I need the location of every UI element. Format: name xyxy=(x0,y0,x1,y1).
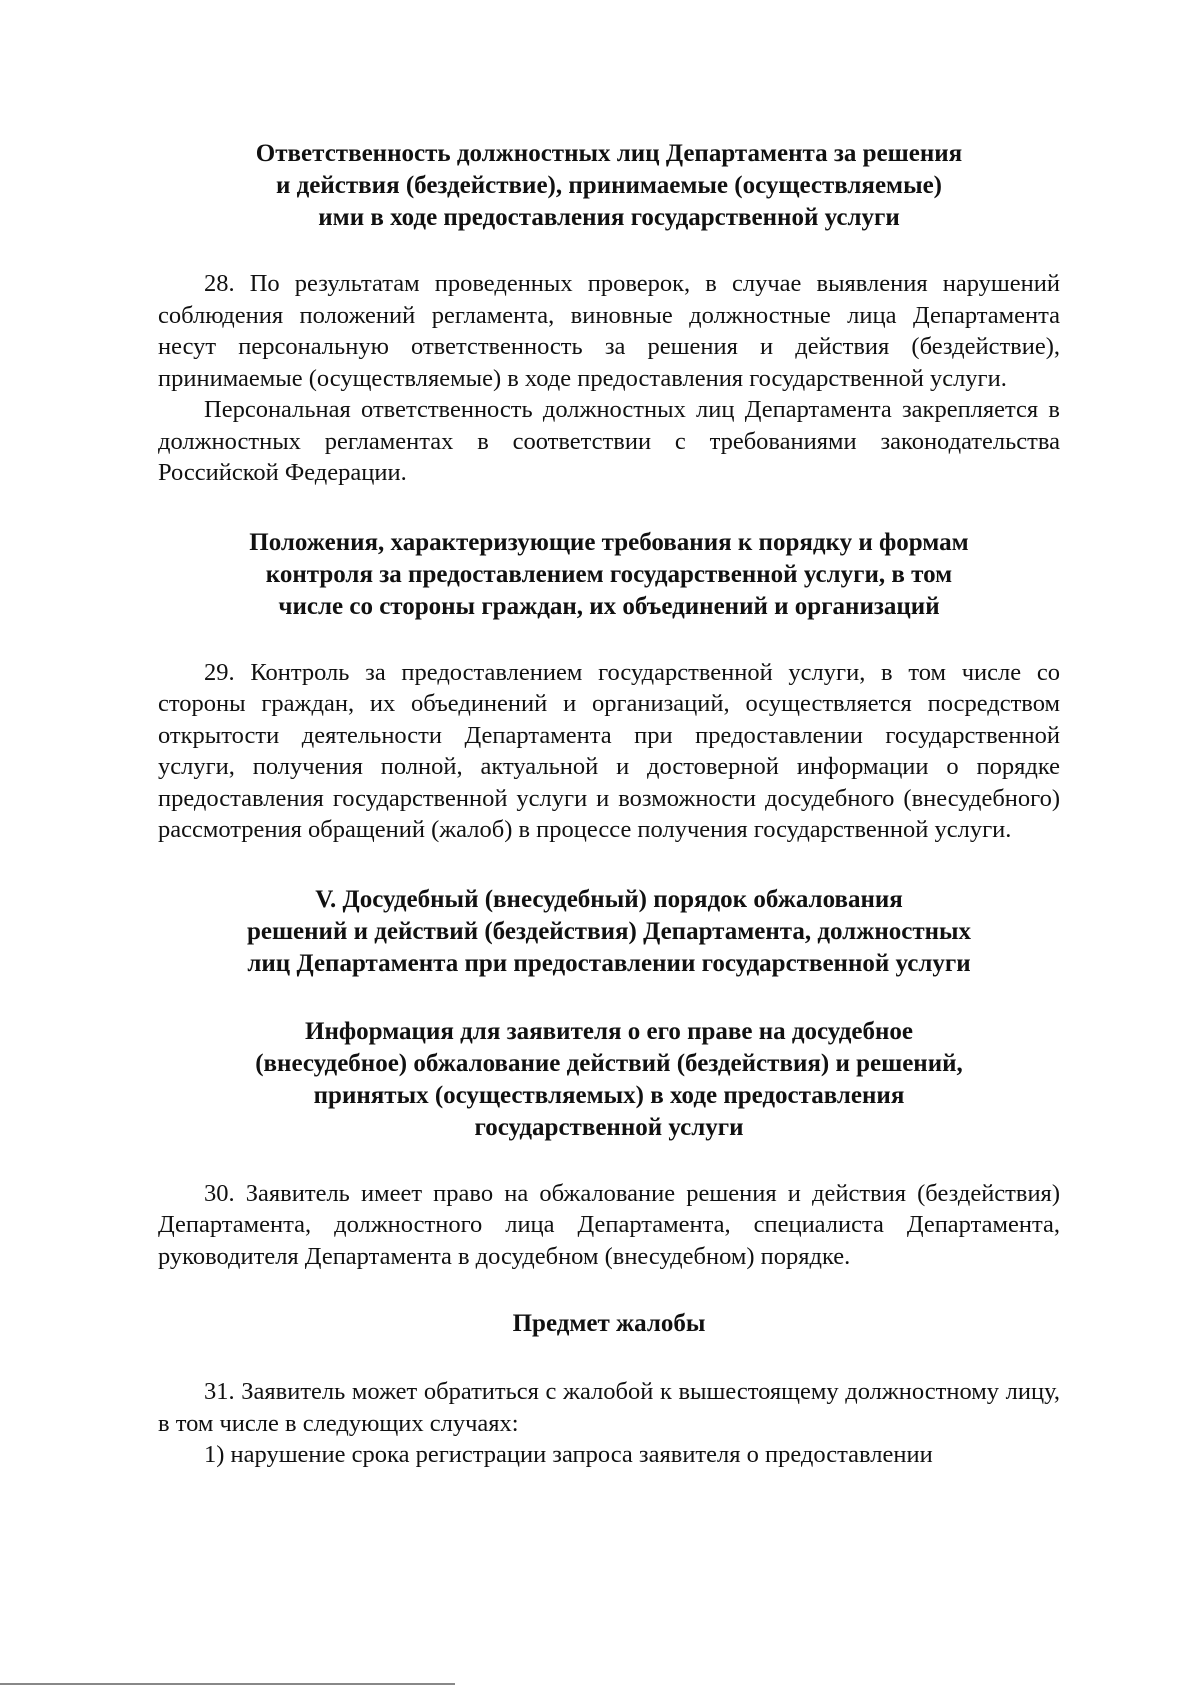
heading-applicant-information xyxy=(158,1016,1060,1144)
document-page xyxy=(158,138,1060,1471)
paragraph-29: 29. Контроль за предоставлением государственной услуги, в том числе со стороны граждан, их объединений и организаций, осуществляется посредством открытости деятельности Департамента при предоставлении государственной услуги, получения полной, актуальной и достоверной информации о порядке предоставления государственной услуги и возможности досудебного (внесудебного) рассмотрения обращений (жалоб) в процессе получения государственной услуги. xyxy=(158,658,1060,843)
heading-line: ими в ходе предоставления государственной услуги xyxy=(318,204,900,231)
heading-line: (внесудебное) обжалование действий (бездействия) и решений, xyxy=(255,1049,963,1077)
paragraph-30: 30. Заявитель имеет право на обжалование решения и действия (бездействия) Департамента, должностного лица Департамента, специалиста Департамента, руководителя Департамента в досудебном (внесудебном) порядке. xyxy=(158,1179,1060,1270)
heading-line: Предмет жалобы xyxy=(512,1310,706,1337)
heading-line: решений и действий (бездействия) Департамента, должностных xyxy=(246,917,972,945)
paragraph-28: 28. По результатам проведенных проверок, в случае выявления нарушений соблюдения положений регламента, виновные должностные лица Департамента несут персональную ответственность за решения и действия (бездействие), принимаемые (осуществляемые) в ходе предоставления государственной услуги. xyxy=(158,270,1060,392)
paragraph-28-personal-responsibility: Персональная ответственность должностных лиц Департамента закрепляется в должностных регламентах в соответствии с требованиями законодательства Российской Федерации. xyxy=(158,396,1060,486)
heading-line: контроля за предоставлением государственной услуги, в том xyxy=(265,560,953,588)
heading-line: V. Досудебный (внесудебный) порядок обжалования xyxy=(315,885,903,913)
heading-line: числе со стороны граждан, их объединений и организаций xyxy=(278,592,940,620)
heading-section-v xyxy=(158,884,1060,980)
paragraph-31: 31. Заявитель может обратиться с жалобой к вышестоящему должностному лицу, в том числе в следующих случаях: xyxy=(158,1378,1060,1437)
paragraph-31-item-1: 1) нарушение срока регистрации запроса заявителя о предоставлении xyxy=(204,1441,933,1468)
heading-control-requirements xyxy=(158,527,1060,623)
heading-line: Положения, характеризующие требования к порядку и формам xyxy=(249,528,969,556)
heading-line: государственной услуги xyxy=(474,1113,744,1141)
heading-line: принятых (осуществляемых) в ходе предоставления xyxy=(313,1081,905,1109)
scan-edge-line xyxy=(0,1683,455,1685)
heading-line: лиц Департамента при предоставлении государственной услуги xyxy=(247,949,971,977)
heading-line: Информация для заявителя о его праве на досудебное xyxy=(305,1017,913,1045)
heading-complaint-subject xyxy=(158,1308,1060,1340)
heading-line: и действия (бездействие), принимаемые (осуществляемые) xyxy=(275,172,943,199)
heading-responsibility xyxy=(158,138,1060,234)
heading-line: Ответственность должностных лиц Департамента за решения xyxy=(255,140,963,167)
